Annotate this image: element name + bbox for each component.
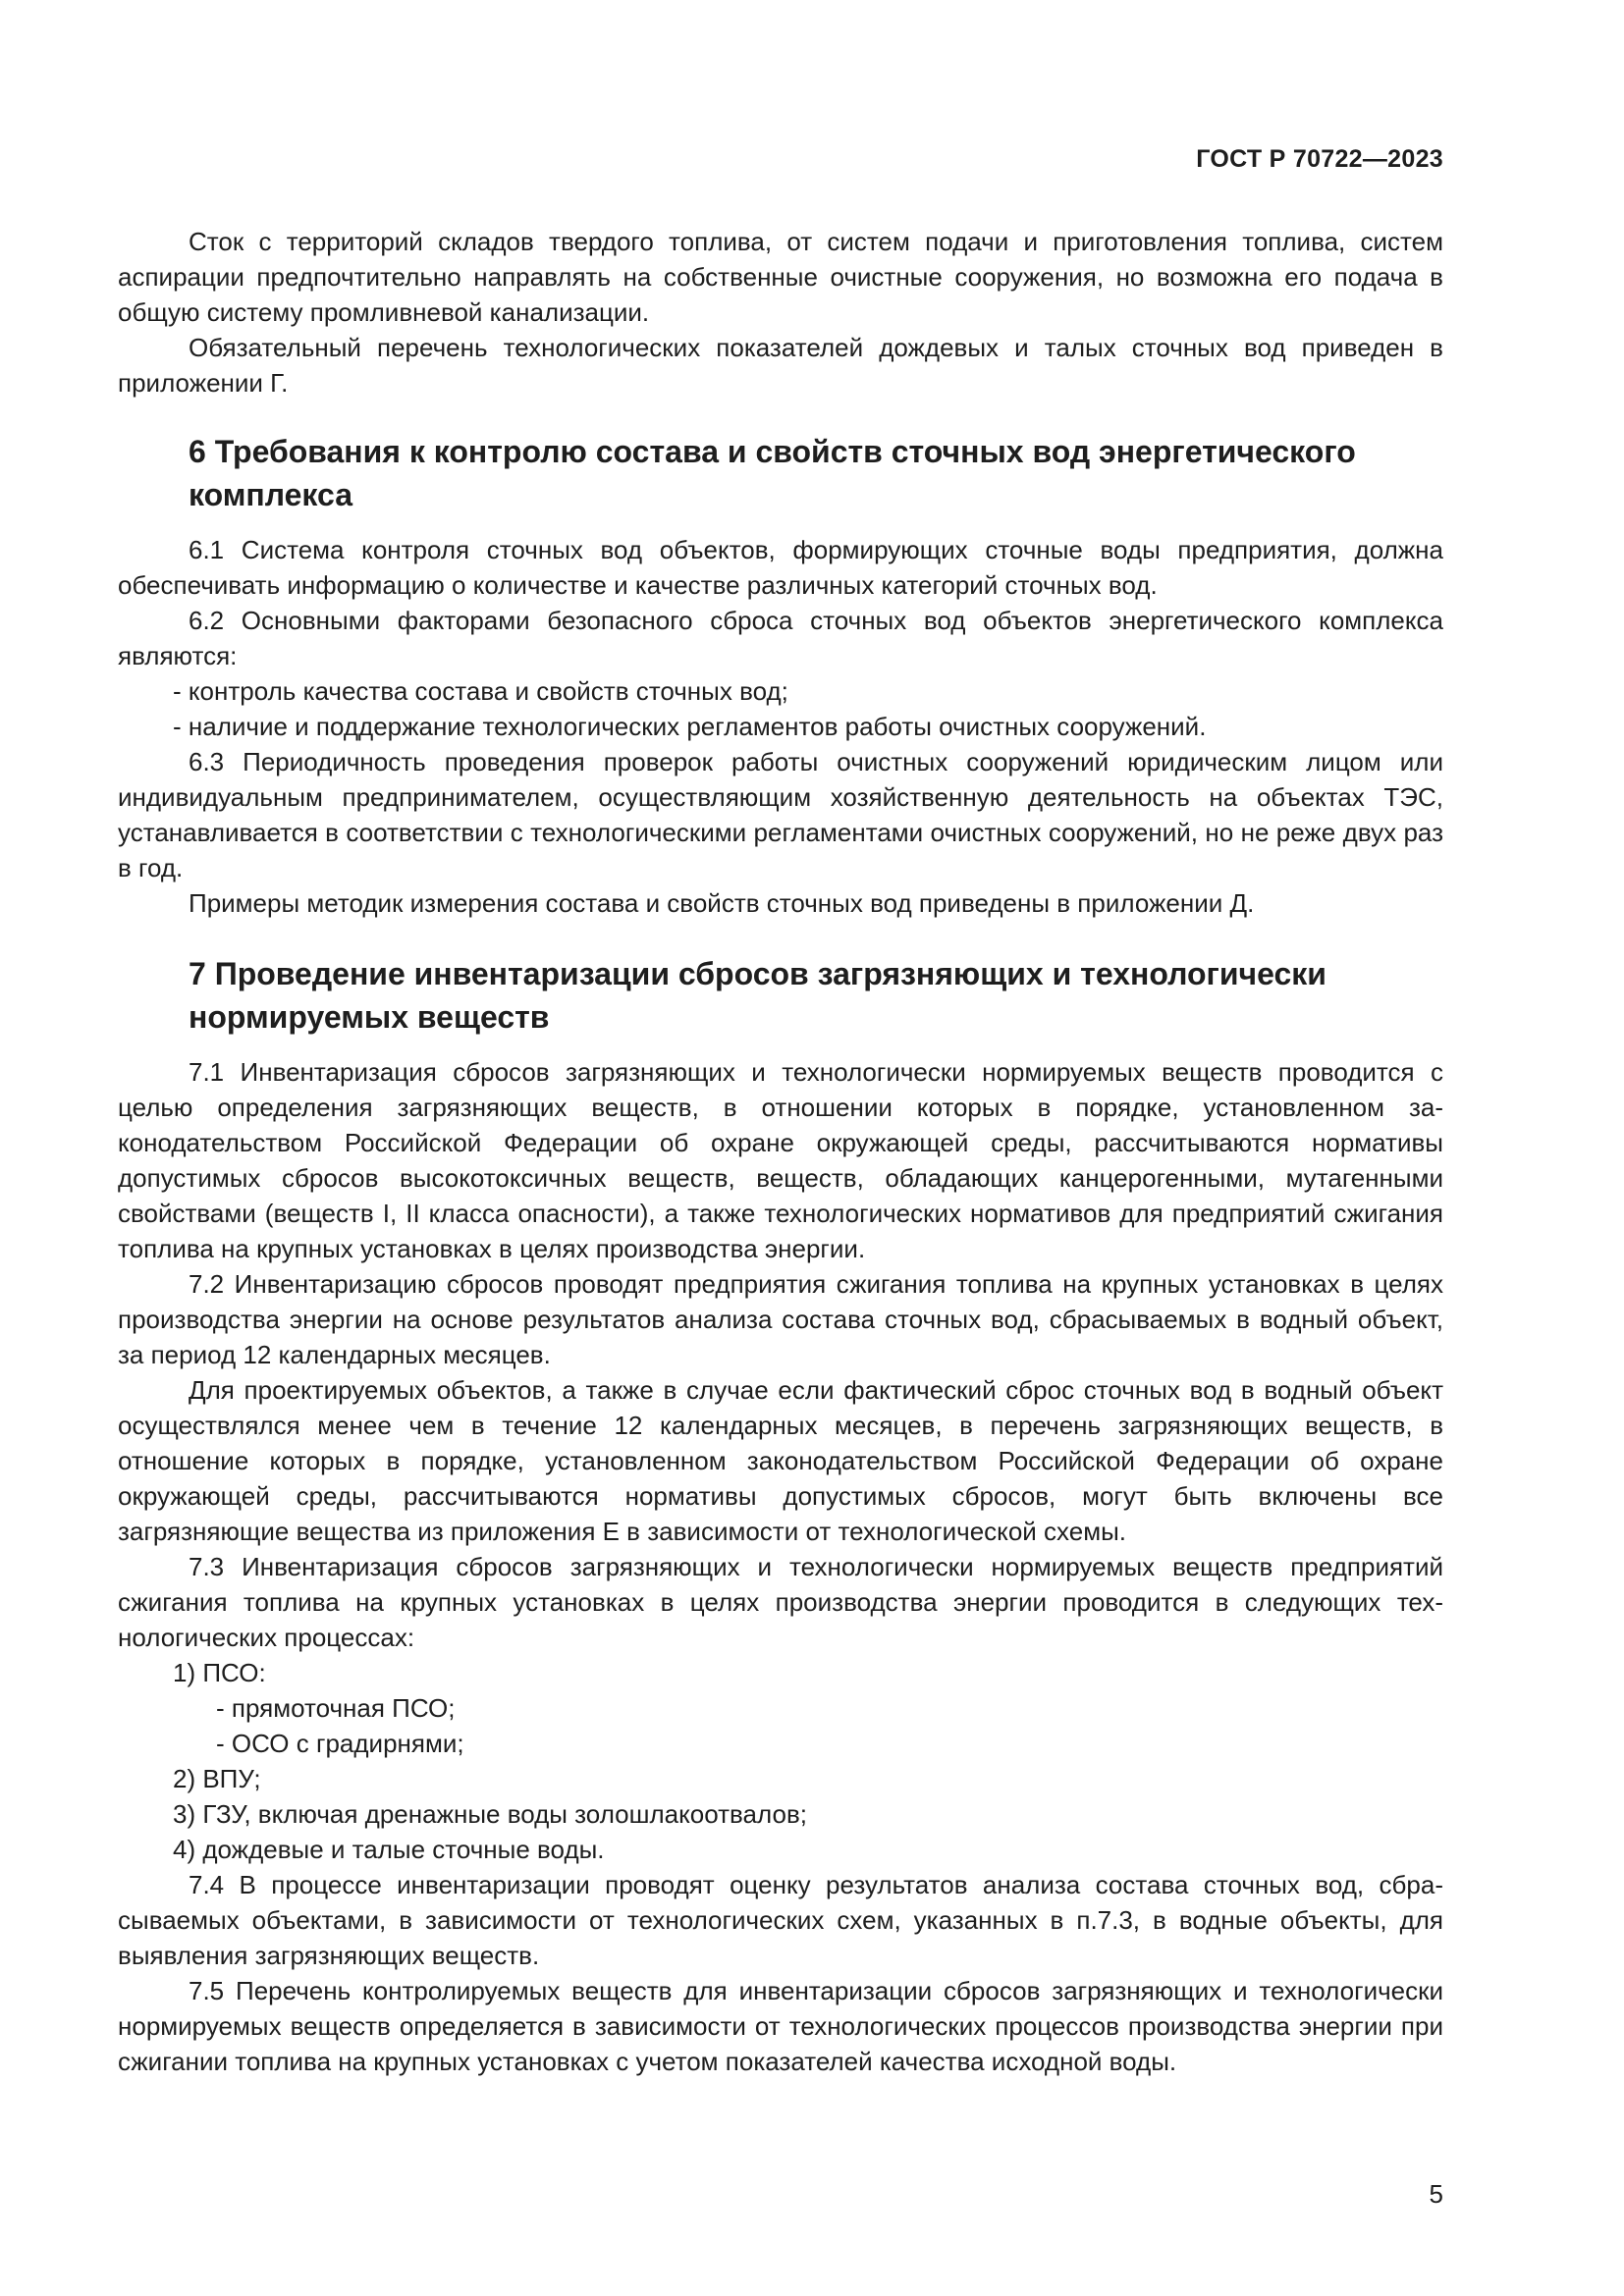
list-item: - ОСО с градирнями; xyxy=(216,1729,464,1758)
page-number: 5 xyxy=(1429,2179,1443,2209)
list-item: - прямоточная ПСО; xyxy=(216,1693,456,1723)
list-item: 2) ВПУ; xyxy=(173,1764,261,1793)
list-item: 1) ПСО: xyxy=(173,1658,266,1687)
section-6-heading: 6 Требования к контролю состава и свойств сточных вод энергетического комплекса xyxy=(189,434,1356,512)
list-item: - наличие и поддержание технологических регламентов работы очистных сооружений. xyxy=(173,712,1207,741)
list-item: 4) дождевые и талые сточные воды. xyxy=(173,1835,605,1864)
document-page xyxy=(118,0,1443,2296)
paragraph: 6.3 Периодичность проведения проверок работы очистных сооружений юридическим лицом или индивидуальным предпринимателем, осуществляющим хозяйственную деятельность на объектах ТЭС, устанавливается в соответствии с технологическими регламентами очистных сооружений, но не реже двух раз в год. xyxy=(118,747,1443,882)
paragraph: Примеры методик измерения состава и свойств сточных вод приведены в приложении Д. xyxy=(189,888,1255,918)
paragraph: Сток с территорий складов твердого топлива, от систем подачи и приготовления топлива, систем аспирации предпочтительно направлять на собственные очистные сооружения, но возможна его подача в общую систему промливневой канализации. xyxy=(118,227,1443,327)
paragraph: 7.1 Инвентаризация сбросов загрязняющих и технологически нормируемых веществ проводится с целью определения загрязняющих веществ, в отношении которых в порядке, установленном законодательством Российской Федерации об охране окружающей среды, рассчитываются нормативы допустимых сбросов высокотоксичных веществ, веществ, обладающих канцерогенными, мутагенными свойствами (веществ I, II класса опасности), а также технологических нормативов для предприятий сжигания топлива на крупных установках в целях производства энергии. xyxy=(118,1057,1443,1263)
paragraph: 6.1 Система контроля сточных вод объектов, формирующих сточные воды предприятия, должна обеспечивать информацию о количестве и качестве различных категорий сточных вод. xyxy=(118,535,1443,600)
paragraph: Для проектируемых объектов, а также в случае если фактический сброс сточных вод в водный объект осуществлялся менее чем в течение 12 календарных месяцев, в перечень загрязняющих веществ, в отношение которых в порядке, установленном законодательством Российской Федерации об охране окружающей среды, рассчитываются нормативы допустимых сбросов, могут быть включены все загрязняющие вещества из приложения Е в зависимости от технологической схемы. xyxy=(118,1375,1443,1546)
list-item: 3) ГЗУ, включая дренажные воды золошлакоотвалов; xyxy=(173,1799,807,1829)
paragraph: 7.5 Перечень контролируемых веществ для инвентаризации сбросов загрязняющих и технологически нормируемых веществ определяется в зависимости от технологических процессов производства энергии при сжигании топлива на крупных установках с учетом показателей качества исходной воды. xyxy=(118,1976,1443,2076)
document-code-header: ГОСТ Р 70722—2023 xyxy=(1196,145,1443,173)
paragraph: Обязательный перечень технологических показателей дождевых и талых сточных вод приведен в приложении Г. xyxy=(118,333,1443,398)
paragraph: 7.4 В процессе инвентаризации проводят оценку результатов анализа состава сточных вод, сбрасываемых объектами, в зависимости от технологических схем, указанных в п.7.3, в водные объекты, для выявления загрязняющих веществ. xyxy=(118,1870,1443,1970)
paragraph: 6.2 Основными факторами безопасного сброса сточных вод объектов энергетического комплекса являются: xyxy=(118,606,1443,670)
list-item: - контроль качества состава и свойств сточных вод; xyxy=(173,676,788,706)
document-body xyxy=(118,224,1443,2079)
section-7-heading: 7 Проведение инвентаризации сбросов загрязняющих и технологически нормируемых веществ xyxy=(189,956,1326,1035)
paragraph: 7.3 Инвентаризация сбросов загрязняющих и технологически нормируемых веществ предприятий сжигания топлива на крупных установках в целях производства энергии проводится в следующих технологических процессах: xyxy=(118,1552,1443,1652)
paragraph: 7.2 Инвентаризацию сбросов проводят предприятия сжигания топлива на крупных установках в целях производства энергии на основе результатов анализа состава сточных вод, сбрасываемых в водный объект, за период 12 календарных месяцев. xyxy=(118,1269,1443,1369)
